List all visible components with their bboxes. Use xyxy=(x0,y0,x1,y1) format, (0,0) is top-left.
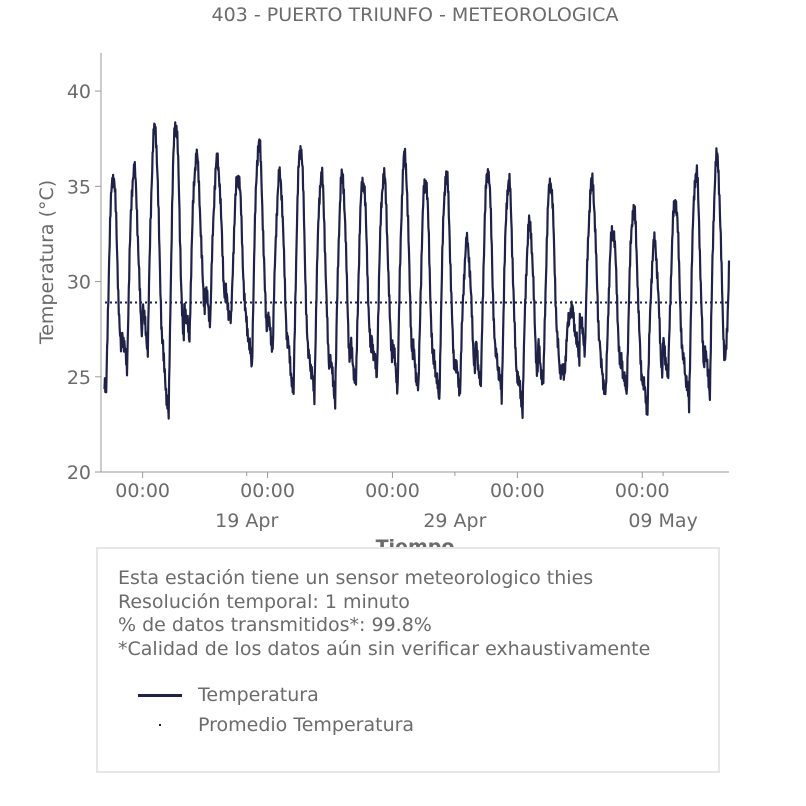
info-line-quality-note: *Calidad de los datos aún sin verificar exhaustivamente xyxy=(118,637,651,660)
info-line-sensor: Esta estación tiene un sensor meteorologico thies xyxy=(118,567,594,589)
y-axis-label: Temperatura (°C) xyxy=(36,179,58,345)
x-date-label: 09 May xyxy=(628,510,698,532)
x-date-label: 19 Apr xyxy=(215,510,279,532)
dot-icon xyxy=(138,715,184,735)
legend-label-promedio: Promedio Temperatura xyxy=(198,714,415,736)
y-tick-label: 30 xyxy=(66,271,91,294)
legend-label-temperatura: Temperatura xyxy=(198,684,319,706)
x-tick-label: 00:00 xyxy=(614,480,670,502)
y-tick-label: 20 xyxy=(66,462,91,484)
info-box xyxy=(96,547,720,773)
solid-line-icon xyxy=(138,685,184,705)
x-tick-label: 00:00 xyxy=(240,480,295,502)
x-date-label: 29 Apr xyxy=(423,510,487,532)
x-tick-label: 00:00 xyxy=(115,480,171,502)
series-temperatura xyxy=(105,122,730,418)
info-text xyxy=(118,567,650,661)
y-tick-label: 40 xyxy=(66,81,91,104)
legend xyxy=(138,680,414,740)
series-layer xyxy=(105,122,730,418)
y-tick-label: 25 xyxy=(66,366,91,389)
chart-title: 403 - PUERTO TRIUNFO - METEOROLOGICA xyxy=(211,4,619,26)
info-line-transmitted: % de datos transmitidos*: 99.8% xyxy=(118,614,432,636)
y-tick-label: 35 xyxy=(66,176,91,199)
x-tick-label: 00:00 xyxy=(489,480,545,502)
legend-item-temperatura xyxy=(138,680,414,710)
x-ticks xyxy=(115,472,698,532)
x-tick-label: 00:00 xyxy=(365,480,420,502)
info-line-resolution: Resolución temporal: 1 minuto xyxy=(118,590,410,613)
y-ticks xyxy=(67,81,101,484)
legend-item-promedio xyxy=(138,710,414,740)
